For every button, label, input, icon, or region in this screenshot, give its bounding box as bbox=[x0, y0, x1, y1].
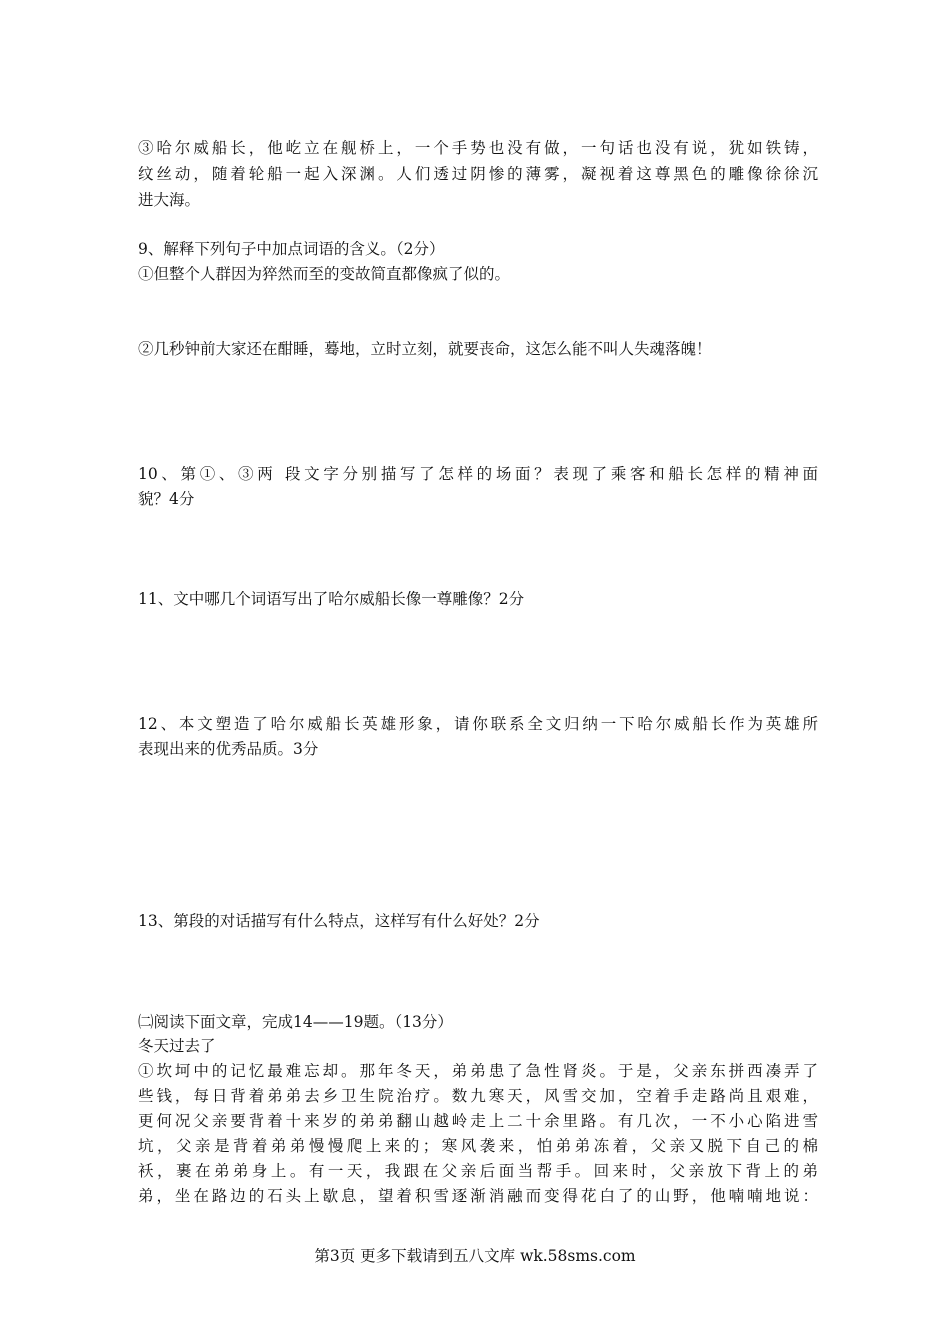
question-9-item-1: ①但整个人群因为猝然而至的变故简直都像疯了似的。 bbox=[138, 265, 511, 283]
article-paragraph-line: 更何况父亲要背着十来岁的弟弟翻山越岭走上二十余里路。有几次，一不小心陷进雪 bbox=[138, 1112, 818, 1130]
article-paragraph-line: 坑，父亲是背着弟弟慢慢爬上来的；寒风袭来，怕弟弟冻着，父亲又脱下自己的棉 bbox=[138, 1137, 818, 1155]
question-13: 13、第段的对话描写有什么特点，这样写有什么好处？2分 bbox=[138, 912, 540, 930]
article-paragraph-line: ①坎坷中的记忆最难忘却。那年冬天，弟弟患了急性肾炎。于是，父亲东拼西凑弄了 bbox=[138, 1062, 818, 1080]
question-12-line: 表现出来的优秀品质。3分 bbox=[138, 740, 319, 758]
passage-line: ③哈尔威船长，他屹立在舰桥上，一个手势也没有做，一句话也没有说，犹如铁铸， bbox=[138, 139, 818, 157]
article-paragraph-line: 些钱，每日背着弟弟去乡卫生院治疗。数九寒天，风雪交加，空着手走路尚且艰难， bbox=[138, 1087, 818, 1105]
passage-line: 纹丝动，随着轮船一起入深渊。人们透过阴惨的薄雾，凝视着这尊黑色的雕像徐徐沉 bbox=[138, 165, 818, 183]
question-9-item-2: ②几秒钟前大家还在酣睡，蓦地，立时立刻，就要丧命，这怎么能不叫人失魂落魄！ bbox=[138, 340, 712, 358]
article-title: 冬天过去了 bbox=[138, 1037, 216, 1055]
question-11: 11、文中哪几个词语写出了哈尔威船长像一尊雕像？2分 bbox=[138, 590, 525, 608]
article-paragraph-line: 弟，坐在路边的石头上歇息，望着积雪逐渐消融而变得花白了的山野，他喃喃地说： bbox=[138, 1187, 818, 1205]
section-2-heading: ㈡阅读下面文章，完成14——19题。（13分） bbox=[138, 1013, 453, 1031]
question-9-stem: 9、解释下列句子中加点词语的含义。（2分） bbox=[138, 240, 445, 258]
question-10-line: 貌？4分 bbox=[138, 490, 195, 508]
article-paragraph-line: 袄，裹在弟弟身上。有一天，我跟在父亲后面当帮手。回来时，父亲放下背上的弟 bbox=[138, 1162, 818, 1180]
passage-line: 进大海。 bbox=[138, 191, 201, 209]
question-10-line: 10、第①、③两 段文字分别描写了怎样的场面？表现了乘客和船长怎样的精神面 bbox=[138, 465, 818, 483]
question-12-line: 12、本文塑造了哈尔威船长英雄形象，请你联系全文归纳一下哈尔威船长作为英雄所 bbox=[138, 715, 818, 733]
page-footer: 第3页 更多下载请到五八文库 wk.58sms.com bbox=[314, 1247, 636, 1265]
